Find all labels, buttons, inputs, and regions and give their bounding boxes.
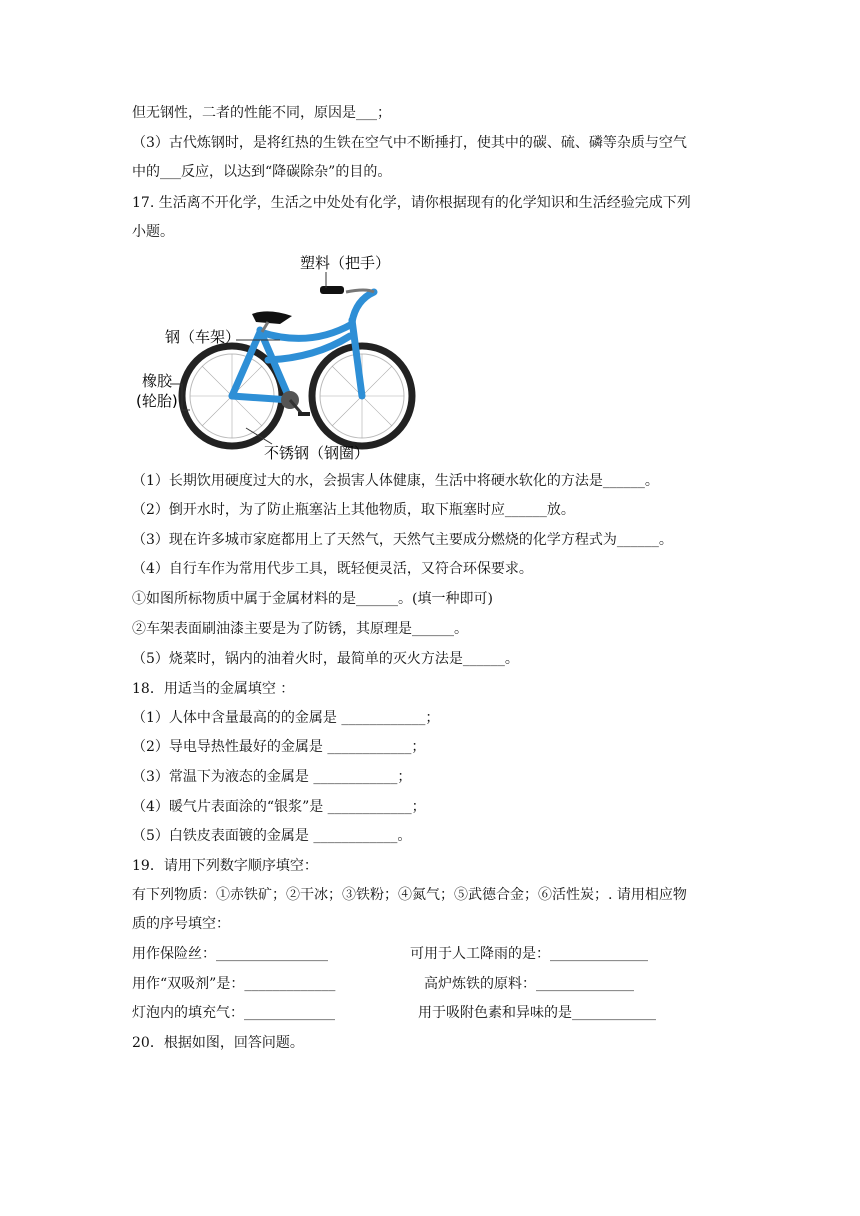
text-line: （2）倒开水时，为了防止瓶塞沾上其他物质，取下瓶塞时应______放。 xyxy=(132,502,575,518)
text-line: （3）常温下为液态的金属是 ____________； xyxy=(132,769,412,785)
text-line: ①如图所标物质中属于金属材料的是______。(填一种即可) xyxy=(132,591,493,607)
text-line: （4）暖气片表面涂的“银浆”是 ____________； xyxy=(132,799,426,815)
label-stainless-rim: 不锈钢（钢圈） xyxy=(264,444,370,462)
text-line: （2）导电导热性最好的金属是 ____________； xyxy=(132,739,426,755)
label-plastic-handle: 塑料（把手） xyxy=(300,254,391,272)
text-line: 有下列物质：①赤铁矿；②干冰；③铁粉；④氮气；⑤武德合金；⑥活性炭；. 请用相应物 xyxy=(132,887,687,903)
question-20-title: 20．根据如图，回答问题。 xyxy=(132,1035,304,1051)
text-line: 可用于人工降雨的是：______________ xyxy=(410,946,648,962)
bicycle-illustration xyxy=(140,248,440,464)
text-line: （5）烧菜时，锅内的油着火时，最简单的灭火方法是______。 xyxy=(132,651,519,667)
handle-grip xyxy=(320,286,344,294)
text-line: （1）长期饮用硬度过大的水，会损害人体健康，生活中将硬水软化的方法是______。 xyxy=(132,473,659,489)
bicycle-frame xyxy=(232,292,374,400)
bicycle-seat xyxy=(252,311,292,324)
text-line: ②车架表面刷油漆主要是为了防锈，其原理是______。 xyxy=(132,621,468,637)
text-line: （1）人体中含量最高的的金属是 ____________； xyxy=(132,710,440,726)
text-line: （5）白铁皮表面镀的金属是 ____________。 xyxy=(132,828,412,844)
text-line: 用作“双吸剂”是：_____________ xyxy=(132,976,336,992)
question-17-title: 17. 生活离不开化学，生活之中处处有化学，请你根据现有的化学知识和生活经验完成下列 xyxy=(132,195,691,211)
label-rubber: 橡胶 xyxy=(142,372,173,390)
question-19-title: 19．请用下列数字顺序填空： xyxy=(132,858,318,874)
text-line: 小题。 xyxy=(132,224,174,240)
text-line: （4）自行车作为常用代步工具，既轻便灵活，又符合环保要求。 xyxy=(132,561,533,577)
text-line: 但无钢性，二者的性能不同，原因是___； xyxy=(132,105,391,121)
text-line: 中的___反应，以达到“降碳除杂”的目的。 xyxy=(132,164,392,180)
text-line: 用于吸附色素和异味的是____________ xyxy=(418,1005,656,1021)
text-line: （3）古代炼钢时，是将红热的生铁在空气中不断捶打，使其中的碳、硫、磷等杂质与空气 xyxy=(132,135,687,151)
text-line: 灯泡内的填充气：_____________ xyxy=(132,1005,335,1021)
label-tire: (轮胎) xyxy=(136,392,178,410)
text-line: 质的序号填空： xyxy=(132,916,230,932)
text-line: 高炉炼铁的原料：______________ xyxy=(424,976,634,992)
label-steel-frame: 钢（车架） xyxy=(165,328,241,346)
question-18-title: 18．用适当的金属填空 ： xyxy=(132,681,295,697)
text-line: 用作保险丝：________________ xyxy=(132,946,328,962)
bicycle-figure xyxy=(136,248,440,464)
text-line: （3）现在许多城市家庭都用上了天然气，天然气主要成分燃烧的化学方程式为______。 xyxy=(132,532,673,548)
